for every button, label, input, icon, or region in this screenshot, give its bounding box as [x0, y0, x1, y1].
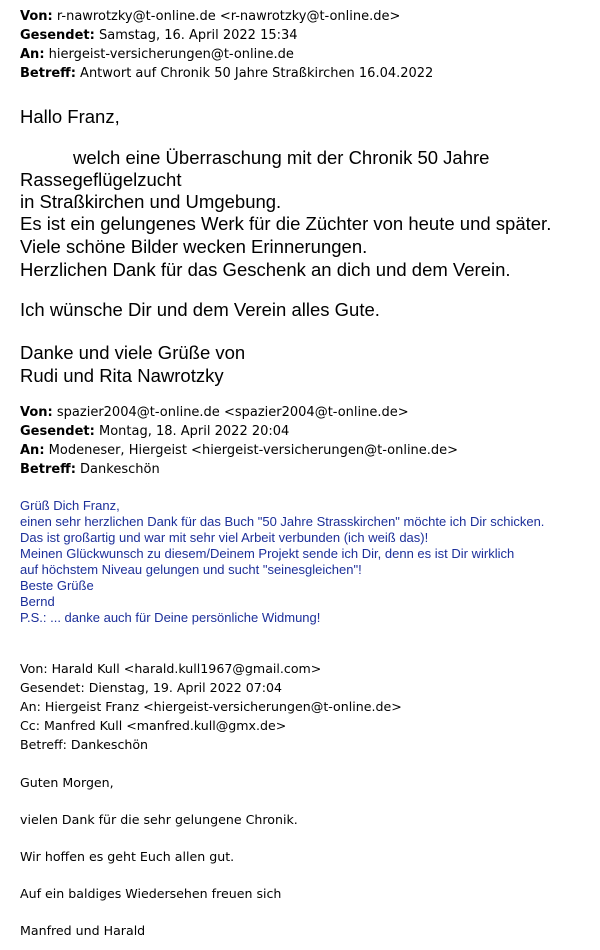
email1-body-line: Viele schöne Bilder wecken Erinnerungen.	[20, 236, 368, 257]
from-value: r-nawrotzky@t-online.de <r-nawrotzky@t-online.de>	[56, 9, 401, 24]
subject-label: Betreff:	[20, 462, 76, 477]
email3-signature: Manfred und Harald	[20, 923, 146, 938]
subject-value: Dankeschön	[80, 462, 160, 477]
email2-body-line: einen sehr herzlichen Dank für das Buch "50 Jahre Strasskirchen" möchte ich Dir schicken.	[20, 514, 545, 529]
email2-body-line: Beste Grüße	[20, 578, 94, 593]
email3-hope: Wir hoffen es geht Euch allen gut.	[20, 849, 235, 864]
email3-sent: Gesendet: Dienstag, 19. April 2022 07:04	[20, 680, 283, 695]
email1-from	[20, 7, 400, 26]
to-label: An:	[20, 47, 45, 62]
email1-body-line: in Straßkirchen und Umgebung.	[20, 191, 282, 212]
sent-value: Samstag, 16. April 2022 15:34	[98, 28, 298, 43]
email1-greeting: Hallo Franz,	[20, 106, 120, 127]
email1-body-line: Rassegeflügelzucht	[20, 169, 182, 190]
email3-cc: Cc: Manfred Kull <manfred.kull@gmx.de>	[20, 718, 287, 733]
to-value: Modeneser, Hiergeist <hiergeist-versicherungen@t-online.de>	[48, 443, 459, 458]
from-value: spazier2004@t-online.de <spazier2004@t-online.de>	[56, 405, 409, 420]
sent-label: Gesendet:	[20, 28, 95, 43]
email2-subject	[20, 460, 160, 479]
email2-body-line: Bernd	[20, 594, 55, 609]
email1-signature: Rudi und Rita Nawrotzky	[20, 365, 224, 386]
email3-looking-forward: Auf ein baldiges Wiedersehen freuen sich	[20, 886, 282, 901]
to-value: hiergeist-versicherungen@t-online.de	[48, 47, 294, 62]
subject-label: Betreff:	[20, 66, 76, 81]
email3-from: Von: Harald Kull <harald.kull1967@gmail.com>	[20, 661, 322, 676]
email3-thanks: vielen Dank für die sehr gelungene Chronik.	[20, 812, 298, 827]
email2-body-line: auf höchstem Niveau gelungen und sucht "seinesgleichen"!	[20, 562, 362, 577]
email1-subject	[20, 64, 433, 83]
subject-value: Antwort auf Chronik 50 Jahre Straßkirchen 16.04.2022	[80, 66, 434, 81]
email1-wish: Ich wünsche Dir und dem Verein alles Gute.	[20, 299, 380, 320]
email2-sent	[20, 422, 289, 441]
sent-label: Gesendet:	[20, 424, 95, 439]
sent-value: Montag, 18. April 2022 20:04	[98, 424, 290, 439]
email2-from	[20, 403, 409, 422]
email3-greeting: Guten Morgen,	[20, 775, 114, 790]
email1-sent	[20, 26, 298, 45]
email2-body-line: Das ist großartig und war mit sehr viel Arbeit verbunden (ich weiß das)!	[20, 530, 429, 545]
email2-body-line: P.S.: ... danke auch für Deine persönliche Widmung!	[20, 610, 321, 625]
email2-to	[20, 441, 458, 460]
email3-to: An: Hiergeist Franz <hiergeist-versicherungen@t-online.de>	[20, 699, 402, 714]
to-label: An:	[20, 443, 45, 458]
email3-subject: Betreff: Dankeschön	[20, 737, 149, 752]
email2-body-line: Meinen Glückwunsch zu diesem/Deinem Projekt sende ich Dir, denn es ist Dir wirklich	[20, 546, 515, 561]
from-label: Von:	[20, 405, 53, 420]
email2-body-line: Grüß Dich Franz,	[20, 498, 120, 513]
email1-closing: Danke und viele Grüße von	[20, 342, 246, 363]
from-label: Von:	[20, 9, 53, 24]
email1-body-line: welch eine Überraschung mit der Chronik 50 Jahre	[73, 147, 490, 168]
email1-body-line: Herzlichen Dank für das Geschenk an dich und dem Verein.	[20, 259, 511, 280]
email1-to	[20, 45, 294, 64]
email1-body-line: Es ist ein gelungenes Werk für die Züchter von heute und später.	[20, 213, 552, 234]
